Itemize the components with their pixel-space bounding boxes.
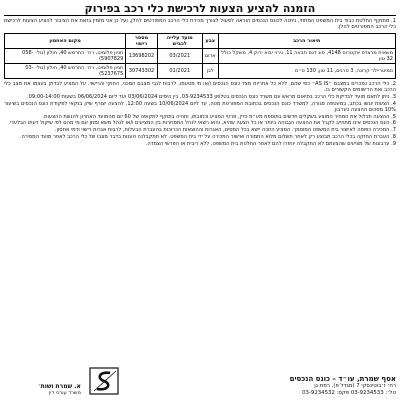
vehicle-license: 30743302	[126, 63, 157, 78]
paragraph: 2. כלי הרכב נמכרים במצבם ״AS IS״ כפי שהם, ללא כל אחריות מצד כונס הנכסים ו/או מי מטעמו, לרבות לגבי מצבם המכני, החוקי והרישוי. על המציע לבדוק בעצמו את מצב כלי הרכב ואת הרישומים הקשורים בו.	[4, 80, 397, 94]
column-header-color: צבע	[202, 33, 218, 48]
law-firm-logo	[4, 365, 122, 397]
paragraph: 7. המכירה כפופה לאישור בית המשפט המוסמך. המציע הזוכה יישא בכל המסים, האגרות וההוצאות הכרוכות בהעברת הבעלות, לרבות אגרות רישוי ודמי אחסון.	[54, 127, 396, 134]
vehicle-description: סמיטריילר קרונה, 3 סרנים, 11 טון, 130 ס״מ	[218, 63, 395, 78]
vehicle-license: 13698202	[126, 48, 157, 63]
vehicle-storage: חניון פלומינו, רח׳ החרמש 40, חולון (טל׳ 03-5237675)	[5, 63, 126, 78]
firm-name: א. שמרת ושות׳	[38, 383, 81, 390]
receiver-phone: טל׳: 03-9234533 פקס: 03-9234532	[302, 390, 396, 396]
firm-subtitle: משרד עורכי דין	[48, 390, 81, 396]
paragraph: 8. העברת החזקה בכלי הרכב תבוצע רק לאחר תשלום מלוא התמורה ואישור המכירה על ידי בית המשפט. לא תתקבלנה טענות בדבר מצבו של כלי הרכב לאחר מועד המסירה.	[19, 133, 396, 140]
table-row	[5, 63, 396, 78]
column-header-description: תיאור הרכב	[218, 33, 395, 48]
notice-title: הזמנה להציע הצעות לרכישת כלי רכב בפירוק	[4, 2, 396, 16]
table-row	[5, 48, 396, 63]
vehicle-road-date: 01/2021	[157, 63, 202, 78]
notice-footer	[4, 363, 396, 397]
notice-intro: 1. מתוקף החלטת כבוד בית המשפט המחוזי, ניתנה לכונס הנכסים הוראה לפעול לצורך מכירת כלי הרכב המפורטים להלן, ועל כן אני מזמין בזאת את הציבור להציע הצעות לרכישת כלי הרכב המפורטים להלן:	[4, 18, 396, 31]
vehicle-color: לבן	[202, 63, 218, 78]
vehicle-storage: חניון פלומינו, רח׳ החרמש 40, חולון (טל׳ 058-5907829)	[5, 48, 126, 63]
firm-name-block	[38, 384, 81, 396]
column-header-license: מספר רישוי	[126, 33, 157, 48]
paragraph: 3. ניתן לתאם מועד לבדיקת כלי הרכב בתיאום מראש עם משרד כונס הנכסים בטלפון 03-9234533, בין הימים 03/06/2024 ועד ליום 06/06/2024 בשעות 09:00-14:00.	[27, 93, 396, 100]
paragraph: 4. הצעות יוגשו בכתב, במעטפה סגורה, למשרד כונס הנכסים בכתובת המפורטת מטה, עד ליום 10/06/2024 בשעה 12:00. להצעה יצורף שיק בנקאי לפקודת כונס הנכסים בשיעור 10% מסכום ההצעה כערבון.	[4, 100, 397, 113]
column-header-road-date: מועד עלייה לכביש	[157, 33, 202, 48]
vehicle-road-date: 03/2021	[157, 48, 202, 63]
paragraph: 5. ההצעה תכלול את המחיר המוצע בשקלים חדשים בתוספת מע״מ כדין, פרטי המציע וכתובתו, ותהיה בתוקף לתקופה של 60 יום מהמועד האחרון להגשת ההצעות.	[42, 113, 396, 120]
column-header-storage: מקום האחסון	[5, 33, 126, 48]
vehicle-color: אדום	[202, 48, 218, 63]
paragraph: 9. ערבונות של מציעים שהצעתם לא התקבלה יוחזרו להם לאחר החלטת בית המשפט, ללא ריבית או הפרשי הצמדה.	[145, 140, 396, 147]
assets-table	[4, 33, 396, 79]
assets-table-header-row	[5, 33, 396, 48]
signature-block	[221, 376, 396, 397]
notice-body	[4, 81, 396, 147]
receiver-address: רח׳ ז׳בוטינסקי 7 (מגדל פ), רמת גן	[314, 383, 396, 389]
receiver-name: אסף שמרת, עו״ד – כונס הנכסים	[289, 375, 396, 383]
paragraph: 6. כונס הנכסים אינו מתחייב לקבל את ההצעה הגבוהה ביותר או כל הצעה שהיא, והוא רשאי לנהל התמחרות בין המציעים ו/או לנהל משא ומתן עם מי מהם לפי שיקול דעתו הבלעדי.	[8, 120, 396, 127]
vehicle-description: משאית מרצדס אקטרוס 4148, סוג דגם חבאה 11, גירוי יבוא ירוק 4, משקל כולל 32 טון	[218, 48, 395, 63]
